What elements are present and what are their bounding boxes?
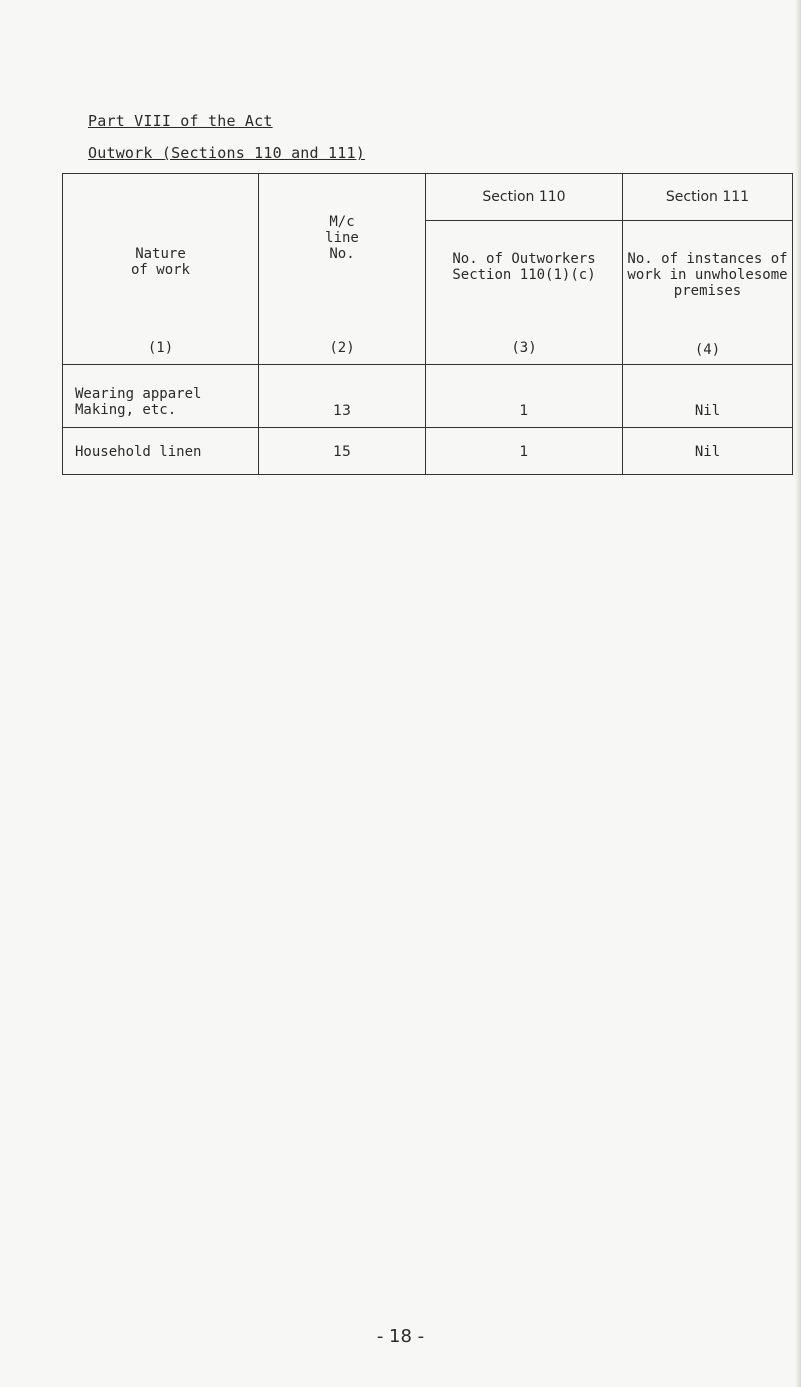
mc-line-cell [259, 428, 426, 475]
page-edge-shadow [795, 0, 801, 1387]
table-row [63, 365, 793, 428]
header-of-work-line: of work [130, 262, 190, 278]
header-nature-of-work [63, 174, 259, 365]
header-unwholesome-premises [623, 221, 793, 365]
nature-cell [63, 365, 259, 428]
header-outworkers-line-1: No. of Outworkers [452, 251, 596, 268]
instances-value: Nil [694, 403, 721, 419]
mc-line-value: 13 [333, 403, 351, 419]
column-number-4: (4) [694, 342, 721, 358]
mc-line-cell [259, 365, 426, 428]
header-nature-line: Nature [135, 246, 186, 262]
instances-value: Nil [694, 444, 721, 460]
table-row [63, 428, 793, 475]
header-mc-line: M/c [329, 214, 355, 230]
nature-line-1: Household linen [75, 444, 202, 460]
page-number: - 18 - [376, 1326, 425, 1347]
nature-cell [63, 428, 259, 475]
outworkers-value: 1 [519, 403, 529, 419]
instances-cell [623, 365, 793, 428]
mc-line-value: 15 [333, 444, 351, 460]
nature-line-1: Wearing apparel [75, 386, 202, 402]
nature-line-2: Making, etc. [75, 402, 177, 418]
outwork-table [62, 173, 793, 475]
outworkers-cell [426, 428, 623, 475]
header-outworkers-line-2: Section 110(1)(c) [452, 267, 596, 284]
header-section-110: Section 110 [426, 174, 623, 221]
header-instances-line-3: premises [673, 283, 742, 300]
header-section-111: Section 111 [623, 174, 793, 221]
outworkers-cell [426, 365, 623, 428]
outworkers-value: 1 [519, 444, 529, 460]
column-number-2: (2) [329, 340, 355, 356]
column-number-3: (3) [511, 340, 537, 356]
header-instances-line-1: No. of instances of [627, 251, 788, 268]
column-number-1: (1) [147, 340, 174, 356]
outwork-heading: Outwork (Sections 110 and 111) [88, 144, 365, 162]
header-instances-line-2: work in unwholesome [627, 267, 788, 284]
part-heading: Part VIII of the Act [88, 112, 273, 130]
header-no-line: No. [329, 246, 355, 262]
header-no-of-outworkers [426, 221, 623, 365]
header-mc-line-no [259, 174, 426, 365]
instances-cell [623, 428, 793, 475]
header-line-line: line [325, 230, 359, 246]
